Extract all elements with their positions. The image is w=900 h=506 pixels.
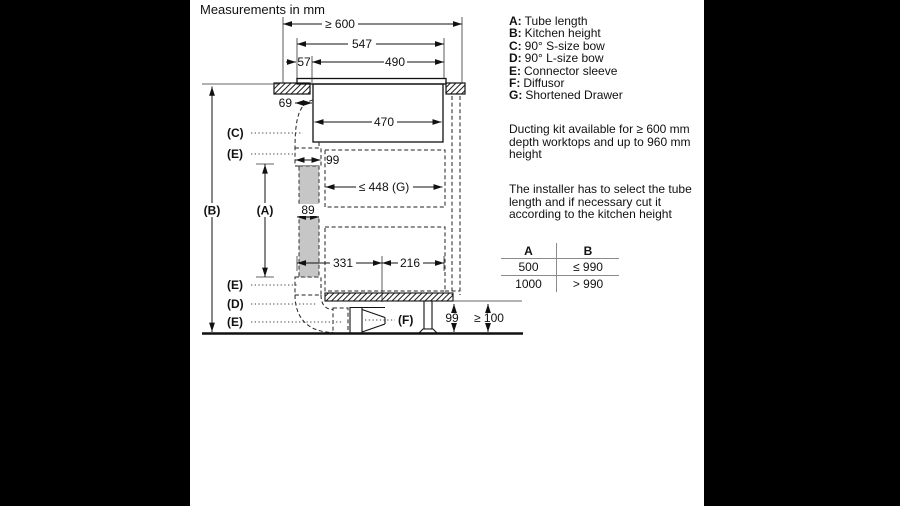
part-label-a: (A) [256, 203, 274, 218]
dim-bend-offset: 69 [278, 96, 292, 110]
installation-diagram [190, 0, 704, 506]
dim-front-span: 331 [332, 256, 354, 270]
dim-body: 470 [373, 115, 395, 129]
tube [299, 166, 319, 277]
legend-text: 90° S-size bow [524, 38, 605, 53]
part-label-b: (B) [203, 203, 221, 218]
legend [509, 15, 623, 102]
dim-tube-width: 89 [301, 203, 315, 217]
s-bow-outline [295, 100, 313, 148]
connector-sleeve-top [295, 148, 321, 166]
worktop-left-hatch [274, 83, 310, 94]
connector-sleeve-bottom [295, 277, 321, 295]
note-line: Ducting kit available for ≥ 600 mm [509, 122, 690, 136]
note-installer [509, 183, 692, 221]
legend-text: Kitchen height [524, 26, 601, 41]
hob-body [313, 84, 443, 142]
part-label-d: (D) [227, 297, 244, 311]
dim-depth: ≥ 600 [325, 17, 355, 31]
table-cell: 500 [501, 259, 557, 276]
dimension-lines [212, 24, 488, 332]
note-line: depth worktops and up to 960 mm [509, 134, 691, 149]
note-line: length and if necessary cut it [509, 194, 662, 209]
part-label-f: (F) [398, 313, 414, 327]
worktop-cross-section [274, 83, 465, 94]
note-line: height [509, 147, 542, 162]
dim-back-span: 216 [399, 256, 421, 270]
legend-text: 90° L-size bow [524, 51, 604, 66]
worktop-right-hatch [446, 83, 465, 94]
dim-front-offset: 57 [297, 55, 311, 69]
table-cell: 1000 [501, 276, 557, 292]
legend-text: Tube length [524, 14, 588, 28]
table-cell: > 990 [572, 277, 604, 291]
legend-text: Diffusor [523, 76, 565, 91]
table-header-a: A [501, 243, 557, 259]
note-line: The installer has to select the tube [509, 182, 692, 196]
legend-key: G: [509, 88, 523, 103]
legend-text: Shortened Drawer [525, 88, 623, 103]
legend-key: F: [509, 76, 521, 91]
table-cell: ≤ 990 [557, 259, 619, 276]
legend-key: E: [509, 63, 521, 78]
dim-clearance: ≥ 100 [474, 311, 504, 325]
note-ducting-kit [509, 123, 690, 161]
spec-table [501, 243, 619, 292]
part-label-e2: (E) [227, 278, 243, 292]
diffusor [350, 308, 385, 335]
dim-plinth: 99 [445, 311, 459, 325]
part-label-e3: (E) [227, 315, 243, 329]
legend-item [509, 89, 623, 101]
connector-sleeve-plinth [333, 308, 348, 334]
dim-duct-top: 99 [326, 153, 340, 167]
cabinet-bottom-shelf [325, 293, 453, 301]
page-title: Measurements in mm [200, 2, 325, 17]
cabinet-leg [424, 301, 432, 329]
legend-key: D: [509, 51, 522, 66]
legend-key: C: [509, 38, 522, 53]
legend-key: A: [509, 14, 522, 28]
table-header-b: B [557, 243, 619, 259]
legend-text: Connector sleeve [524, 63, 618, 78]
part-label-e1: (E) [227, 147, 243, 161]
dim-plate: 547 [351, 37, 373, 51]
dim-cutout: 490 [384, 55, 406, 69]
part-label-c: (C) [227, 126, 244, 140]
hob-top-plate [297, 79, 446, 85]
note-line: according to the kitchen height [509, 207, 672, 222]
shortened-drawer-outline [325, 150, 445, 207]
legend-key: B: [509, 26, 522, 41]
dim-drawer: ≤ 448 (G) [358, 180, 410, 194]
